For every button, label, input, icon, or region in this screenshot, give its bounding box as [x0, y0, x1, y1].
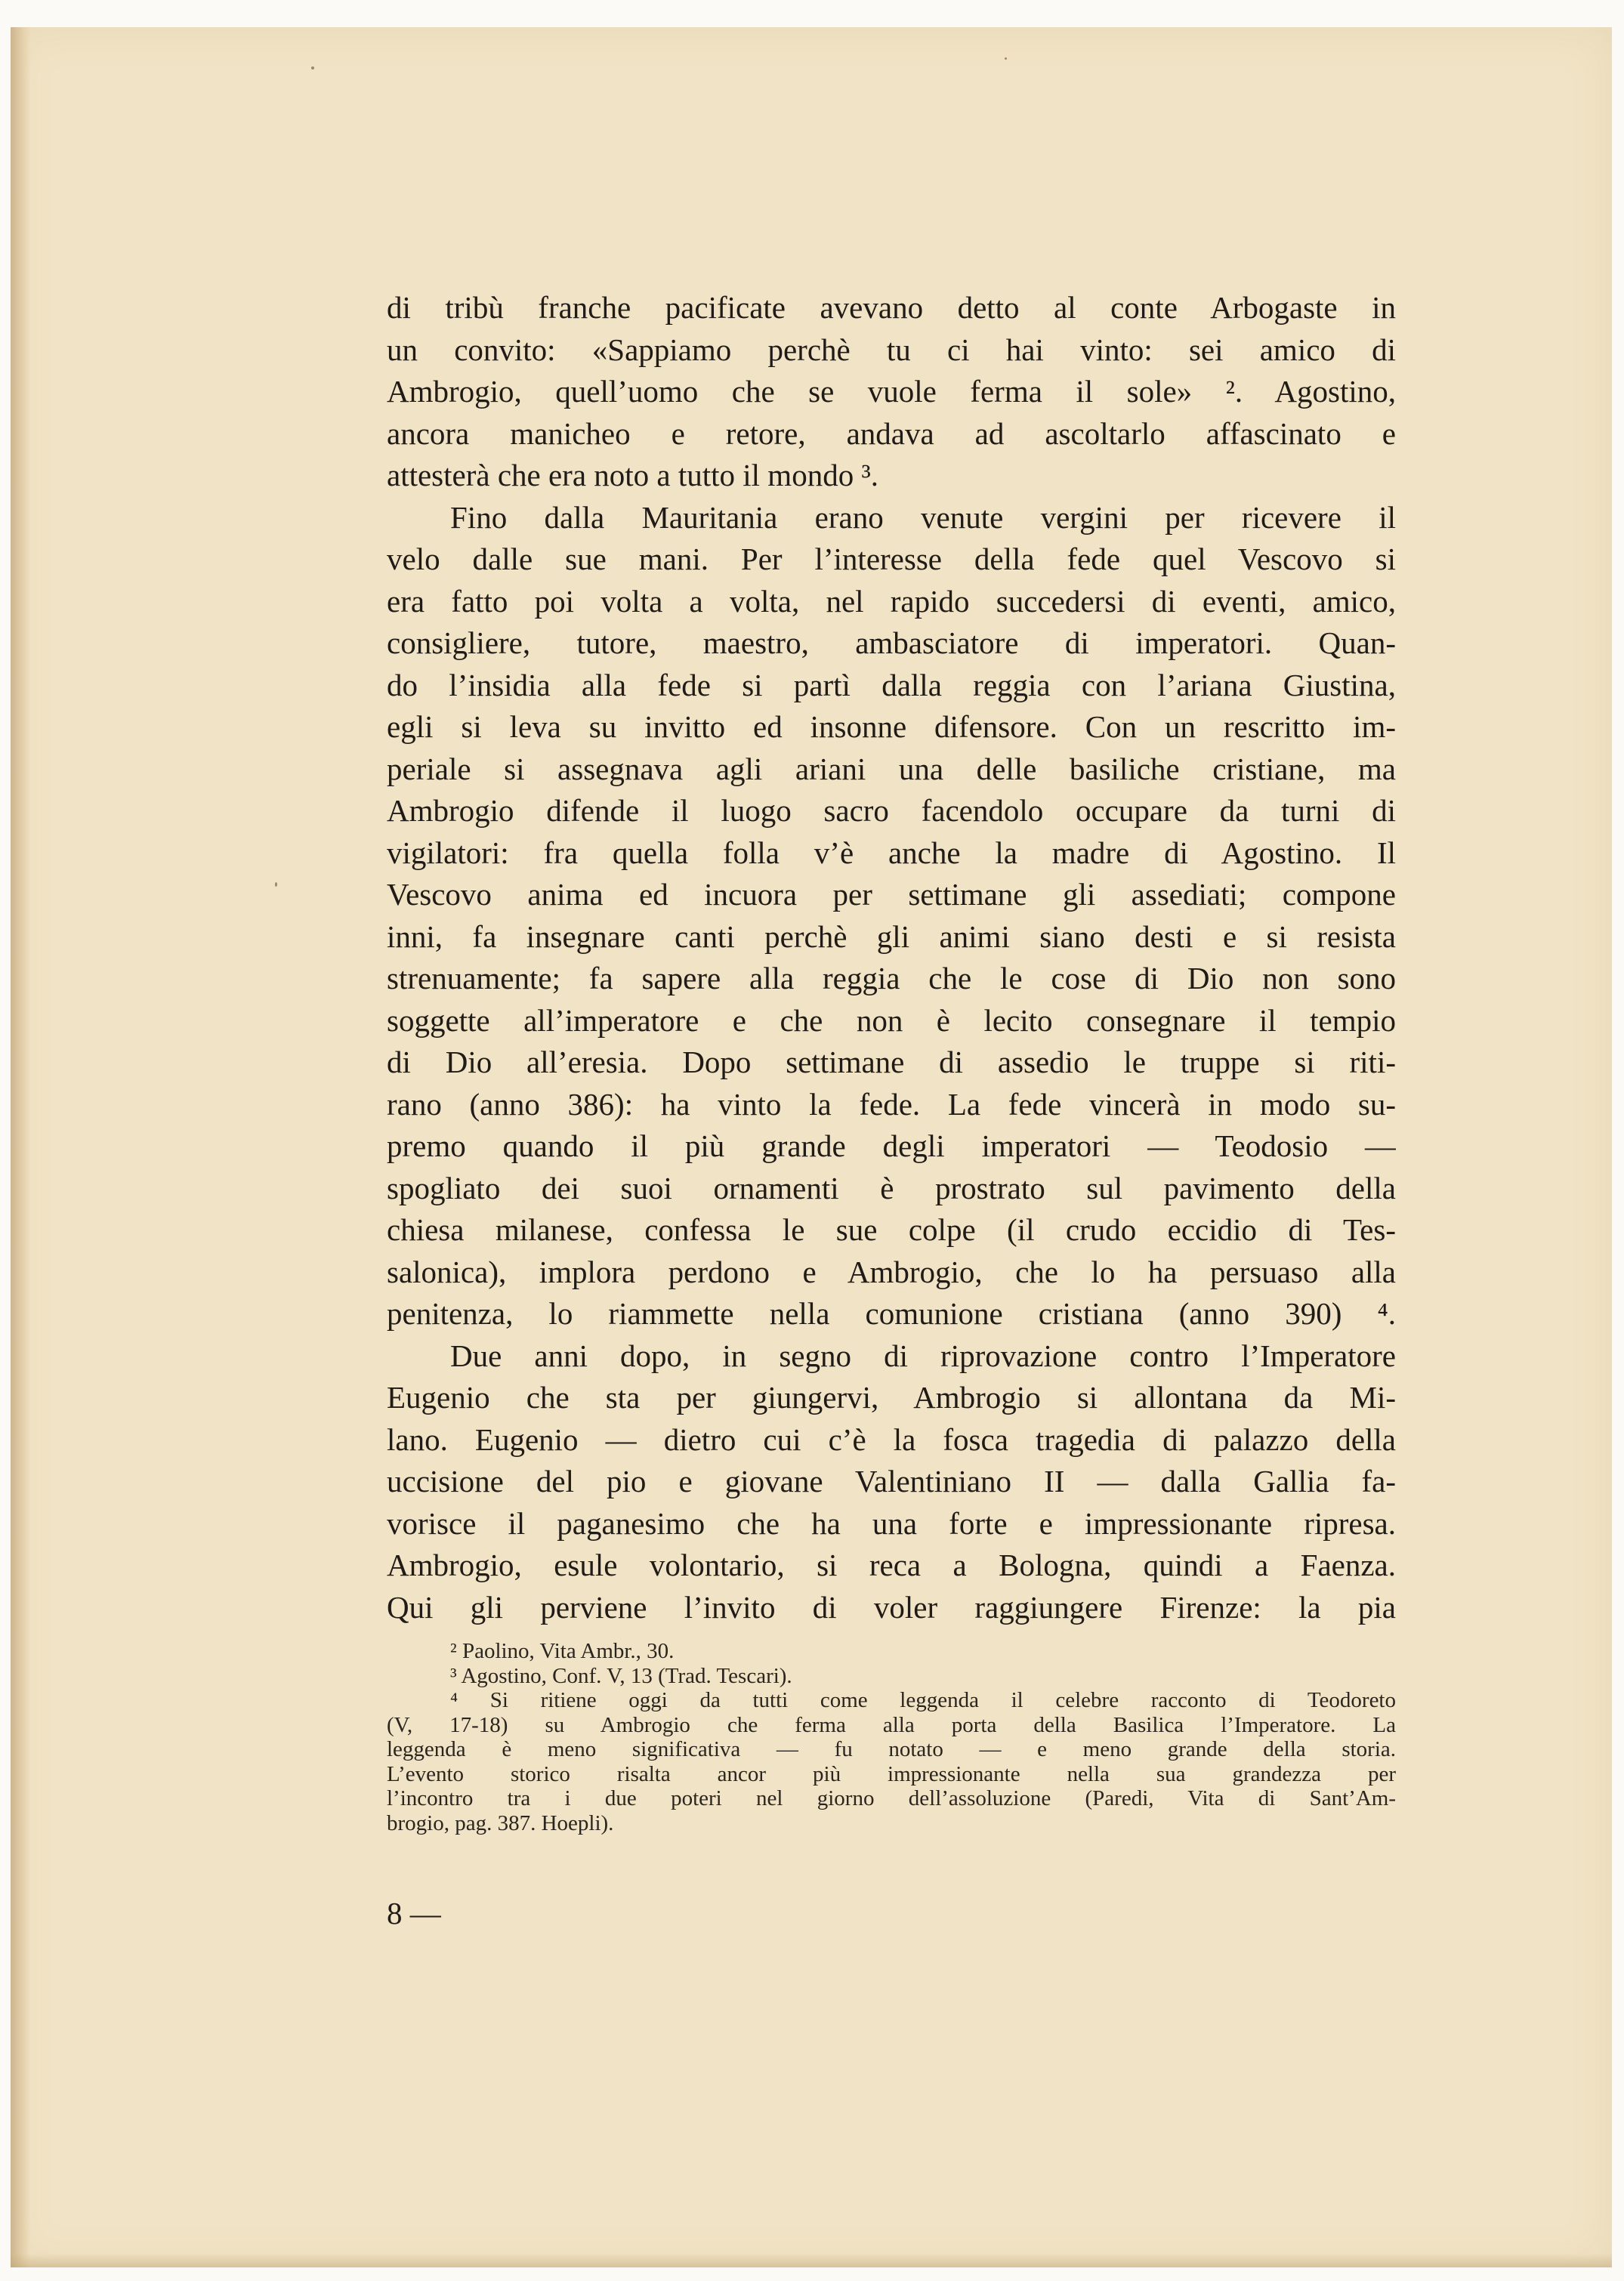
paper-speck [275, 882, 277, 887]
footnote-line: leggenda è meno significativa — fu notato — e meno grande della storia. [387, 1737, 1396, 1761]
body-line: un convito: «Sappiamo perchè tu ci hai vinto: sei amico di [387, 332, 1396, 367]
body-line: velo dalle sue mani. Per l’interesse della fede quel Vescovo si [387, 542, 1396, 576]
body-line: salonica), implora perdono e Ambrogio, che lo ha persuaso alla [387, 1254, 1396, 1289]
body-line: egli si leva su invitto ed insonne difensore. Con un rescritto im- [387, 709, 1396, 744]
footnote-line: l’incontro tra i due poteri nel giorno dell’assoluzione (Paredi, Vita di Sant’Am- [387, 1786, 1396, 1810]
body-line: Qui gli perviene l’invito di voler raggiungere Firenze: la pia [387, 1589, 1396, 1625]
footnotes [387, 1639, 1396, 1835]
body-line: Ambrogio, esule volontario, si reca a Bologna, quindi a Faenza. [387, 1548, 1396, 1582]
body-line: attesterà che era noto a tutto il mondo ³. [387, 458, 878, 492]
body-line: uccisione del pio e giovane Valentiniano II — dalla Gallia fa- [387, 1464, 1396, 1499]
body-line: di Dio all’eresia. Dopo settimane di assedio le truppe si riti- [387, 1045, 1396, 1079]
footnote-line: brogio, pag. 387. Hoepli). [387, 1810, 614, 1835]
paper-speck [1005, 57, 1007, 60]
bottom-edge-shadow [11, 2254, 1612, 2267]
body-line: lano. Eugenio — dietro cui c’è la fosca tragedia di palazzo della [387, 1421, 1396, 1457]
footnote-line: L’evento storico risalta ancor più impressionante nella sua grandezza per [387, 1761, 1396, 1786]
body-line: premo quando il più grande degli imperatori — Teodosio — [387, 1128, 1396, 1163]
body-line: chiesa milanese, confessa le sue colpe (il crudo eccidio di Tes- [387, 1212, 1396, 1247]
body-line: penitenza, lo riammette nella comunione cristiana (anno 390) ⁴. [387, 1296, 1396, 1331]
footnote-line: ³ Agostino, Conf. V, 13 (Trad. Tescari). [450, 1663, 792, 1688]
footnote-line: ² Paolino, Vita Ambr., 30. [450, 1639, 675, 1663]
footnote-line: (V, 17-18) su Ambrogio che ferma alla porta della Basilica l’Imperatore. La [387, 1712, 1396, 1737]
body-line: periale si assegnava agli ariani una delle basiliche cristiane, ma [387, 751, 1396, 786]
body-line: Vescovo anima ed incuora per settimane gli assediati; compone [387, 877, 1396, 912]
body-line: rano (anno 386): ha vinto la fede. La fede vincerà in modo su- [387, 1086, 1396, 1122]
body-line: ancora manicheo e retore, andava ad ascoltarlo affascinato e [387, 415, 1396, 451]
body-line: di tribù franche pacificate avevano detto al conte Arbogaste in [387, 290, 1396, 325]
body-line: soggette all’imperatore e che non è lecito consegnare il tempio [387, 1002, 1396, 1038]
body-line: consigliere, tutore, maestro, ambasciatore di imperatori. Quan- [387, 625, 1396, 660]
body-line: vigilatori: fra quella folla v’è anche la madre di Agostino. Il [387, 835, 1396, 870]
body-line: strenuamente; fa sapere alla reggia che le cose di Dio non sono [387, 961, 1396, 995]
body-line: vorisce il paganesimo che ha una forte e impressionante ripresa. [387, 1505, 1396, 1541]
body-line: Ambrogio difende il luogo sacro facendolo occupare da turni di [387, 793, 1396, 828]
body-line: spogliato dei suoi ornamenti è prostrato sul pavimento della [387, 1170, 1396, 1205]
body-line: inni, fa insegnare canti perchè gli animi siano desti e si resista [387, 918, 1396, 954]
body-line: do l’insidia alla fede si partì dalla reggia con l’ariana Giustina, [387, 667, 1396, 702]
body-line: Ambrogio, quell’uomo che se vuole ferma il sole» ². Agostino, [387, 374, 1396, 409]
page-number: 8 — [387, 1896, 441, 1931]
binding-edge [11, 27, 30, 2267]
footnote-line: ⁴ Si ritiene oggi da tutti come leggenda il celebre racconto di Teodoreto [450, 1688, 1396, 1712]
body-text [387, 287, 1396, 1628]
body-line: Fino dalla Mauritania erano venute vergini per ricevere il [450, 499, 1396, 535]
body-line: era fatto poi volta a volta, nel rapido succedersi di eventi, amico, [387, 583, 1396, 619]
body-line: Due anni dopo, in segno di riprovazione contro l’Imperatore [450, 1338, 1396, 1373]
body-line: Eugenio che sta per giungervi, Ambrogio si allontana da Mi- [387, 1380, 1396, 1415]
paper-speck [311, 66, 314, 69]
